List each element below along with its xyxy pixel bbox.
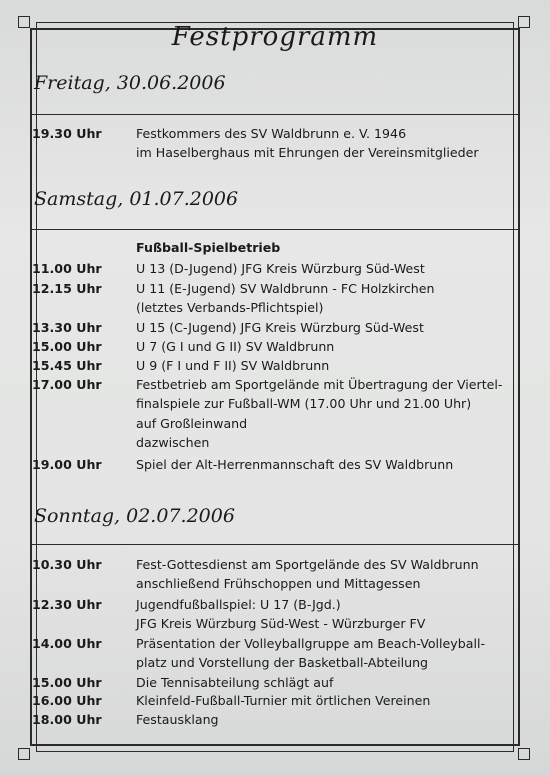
entry-description: Festausklang <box>136 712 219 727</box>
entry-description: U 15 (C-Jugend) JFG Kreis Würzburg Süd-West <box>136 320 424 335</box>
entry-time: 10.30 Uhr <box>32 557 102 572</box>
entry-time: 17.00 Uhr <box>32 377 102 392</box>
entry-description: U 11 (E-Jugend) SV Waldbrunn - FC Holzkirchen (letztes Verbands-Pflichtspiel) <box>136 281 435 316</box>
entry-description: Fest-Gottesdienst am Sportgelände des SV Waldbrunn anschließend Frühschoppen und Mittagessen <box>136 557 479 592</box>
page-title: Festprogramm <box>171 22 379 52</box>
entry-time: 14.00 Uhr <box>32 636 102 651</box>
section-subheading: Fußball-Spielbetrieb <box>136 240 281 255</box>
frame-corner-ornament <box>18 748 30 760</box>
entry-description: Festkommers des SV Waldbrunn e. V. 1946 im Haselberghaus mit Ehrungen der Vereinsmitglieder <box>136 126 479 161</box>
entry-time: 19.30 Uhr <box>32 126 102 141</box>
entry-description: U 7 (G I und G II) SV Waldbrunn <box>136 339 335 354</box>
entry-time: 15.45 Uhr <box>32 358 102 373</box>
entry-time: 13.30 Uhr <box>32 320 102 335</box>
divider <box>32 229 518 230</box>
day-heading-friday: Freitag, 30.06.2006 <box>34 72 226 94</box>
entry-time: 12.15 Uhr <box>32 281 102 296</box>
day-heading-sunday: Sonntag, 02.07.2006 <box>34 505 235 527</box>
entry-time: 11.00 Uhr <box>32 261 102 276</box>
entry-description: Die Tennisabteilung schlägt auf <box>136 675 334 690</box>
day-heading-saturday: Samstag, 01.07.2006 <box>34 188 239 210</box>
entry-time: 15.00 Uhr <box>32 675 102 690</box>
entry-description: Kleinfeld-Fußball-Turnier mit örtlichen Vereinen <box>136 693 431 708</box>
entry-description: Spiel der Alt-Herrenmannschaft des SV Waldbrunn <box>136 457 454 472</box>
entry-time: 18.00 Uhr <box>32 712 102 727</box>
entry-description: Präsentation der Volleyballgruppe am Beach-Volleyball- platz und Vorstellung der Basketball-Abteilung <box>136 636 486 671</box>
entry-time: 12.30 Uhr <box>32 597 102 612</box>
divider <box>32 544 518 545</box>
entry-time: 16.00 Uhr <box>32 693 102 708</box>
frame-corner-ornament <box>518 748 530 760</box>
divider <box>32 114 518 115</box>
entry-description: U 9 (F I und F II) SV Waldbrunn <box>136 358 330 373</box>
entry-description: Festbetrieb am Sportgelände mit Übertragung der Viertel- finalspiele zur Fußball-WM (17.00 Uhr und 21.00 Uhr) auf Großleinwand dazwischen <box>136 377 503 451</box>
entry-description: Jugendfußballspiel: U 17 (B-Jgd.) JFG Kreis Würzburg Süd-West - Würzburger FV <box>136 597 426 632</box>
entry-time: 19.00 Uhr <box>32 457 102 472</box>
entry-time: 15.00 Uhr <box>32 339 102 354</box>
entry-description: U 13 (D-Jugend) JFG Kreis Würzburg Süd-West <box>136 261 425 276</box>
